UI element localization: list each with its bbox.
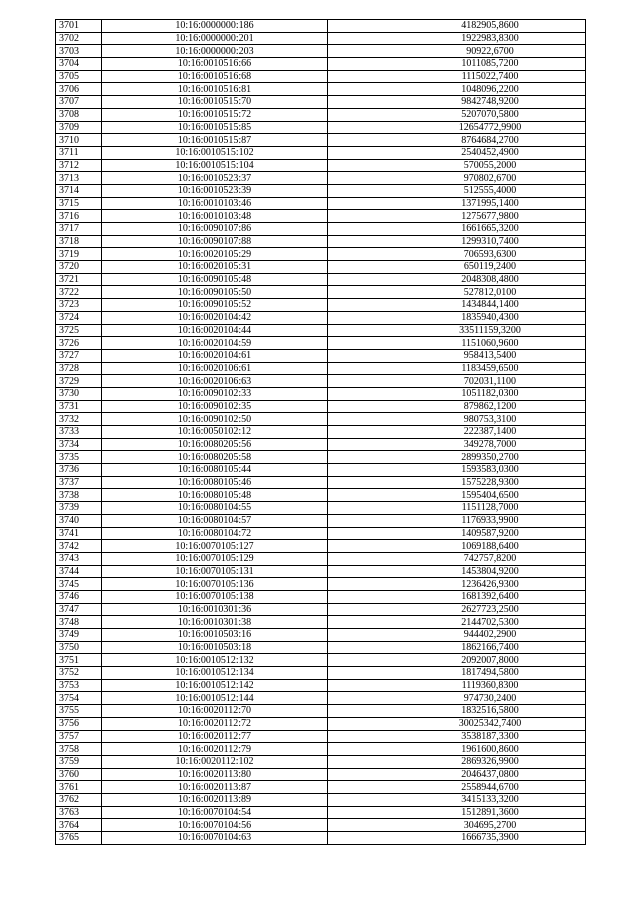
- cadastral-number-cell: 10:16:0010516:81: [102, 83, 328, 96]
- row-number-cell: 3731: [56, 400, 102, 413]
- cadastral-number-cell: 10:16:0070105:129: [102, 552, 328, 565]
- table-row: [56, 172, 586, 185]
- value-cell: 1299310,7400: [328, 235, 586, 248]
- value-cell: 1275677,9800: [328, 210, 586, 223]
- value-cell: 974730,2400: [328, 692, 586, 705]
- row-number-cell: 3759: [56, 755, 102, 768]
- cadastral-number-cell: 10:16:0080104:72: [102, 527, 328, 540]
- table-row: [56, 438, 586, 451]
- cadastral-number-cell: 10:16:0010503:16: [102, 629, 328, 642]
- value-cell: 958413,5400: [328, 349, 586, 362]
- value-cell: 90922,6700: [328, 45, 586, 58]
- table-row: [56, 273, 586, 286]
- cadastral-number-cell: 10:16:0090105:48: [102, 273, 328, 286]
- value-cell: 1832516,5800: [328, 705, 586, 718]
- cadastral-number-cell: 10:16:0020106:61: [102, 362, 328, 375]
- row-number-cell: 3750: [56, 641, 102, 654]
- row-number-cell: 3742: [56, 540, 102, 553]
- value-cell: 1119360,8300: [328, 679, 586, 692]
- value-cell: 1409587,9200: [328, 527, 586, 540]
- table-row: [56, 362, 586, 375]
- table-row: [56, 514, 586, 527]
- row-number-cell: 3710: [56, 134, 102, 147]
- row-number-cell: 3749: [56, 629, 102, 642]
- row-number-cell: 3765: [56, 832, 102, 845]
- cadastral-number-cell: 10:16:0020113:89: [102, 793, 328, 806]
- row-number-cell: 3747: [56, 603, 102, 616]
- row-number-cell: 3748: [56, 616, 102, 629]
- cadastral-number-cell: 10:16:0070105:131: [102, 565, 328, 578]
- value-cell: 1593583,0300: [328, 464, 586, 477]
- row-number-cell: 3764: [56, 819, 102, 832]
- table-row: [56, 451, 586, 464]
- value-cell: 1922983,8300: [328, 32, 586, 45]
- cadastral-number-cell: 10:16:0020106:63: [102, 375, 328, 388]
- value-cell: 33511159,3200: [328, 324, 586, 337]
- cadastral-number-cell: 10:16:0080205:58: [102, 451, 328, 464]
- table-row: [56, 819, 586, 832]
- cadastral-number-cell: 10:16:0010301:38: [102, 616, 328, 629]
- table-row: [56, 781, 586, 794]
- row-number-cell: 3720: [56, 261, 102, 274]
- row-number-cell: 3758: [56, 743, 102, 756]
- row-number-cell: 3713: [56, 172, 102, 185]
- row-number-cell: 3725: [56, 324, 102, 337]
- row-number-cell: 3711: [56, 146, 102, 159]
- table-row: [56, 197, 586, 210]
- value-cell: 222387,1400: [328, 426, 586, 439]
- value-cell: 12654772,9900: [328, 121, 586, 134]
- cadastral-number-cell: 10:16:0020104:59: [102, 337, 328, 350]
- table-row: [56, 146, 586, 159]
- cadastral-number-cell: 10:16:0010503:18: [102, 641, 328, 654]
- value-cell: 1151060,9600: [328, 337, 586, 350]
- row-number-cell: 3728: [56, 362, 102, 375]
- table-row: [56, 705, 586, 718]
- value-cell: 5207070,5800: [328, 108, 586, 121]
- table-row: [56, 426, 586, 439]
- row-number-cell: 3716: [56, 210, 102, 223]
- cadastral-number-cell: 10:16:0070105:138: [102, 590, 328, 603]
- value-cell: 2558944,6700: [328, 781, 586, 794]
- value-cell: 1862166,7400: [328, 641, 586, 654]
- row-number-cell: 3734: [56, 438, 102, 451]
- value-cell: 304695,2700: [328, 819, 586, 832]
- row-number-cell: 3726: [56, 337, 102, 350]
- cadastral-number-cell: 10:16:0000000:203: [102, 45, 328, 58]
- cadastral-number-cell: 10:16:0090107:86: [102, 223, 328, 236]
- table-row: [56, 667, 586, 680]
- cadastral-number-cell: 10:16:0010515:70: [102, 96, 328, 109]
- value-cell: 1595404,6500: [328, 489, 586, 502]
- row-number-cell: 3703: [56, 45, 102, 58]
- cadastral-number-cell: 10:16:0090105:50: [102, 286, 328, 299]
- value-cell: 4182905,8600: [328, 20, 586, 33]
- value-cell: 2869326,9900: [328, 755, 586, 768]
- cadastral-number-cell: 10:16:0020112:79: [102, 743, 328, 756]
- table-row: [56, 235, 586, 248]
- cadastral-number-cell: 10:16:0020112:102: [102, 755, 328, 768]
- value-cell: 1961600,8600: [328, 743, 586, 756]
- row-number-cell: 3741: [56, 527, 102, 540]
- row-number-cell: 3701: [56, 20, 102, 33]
- cadastral-number-cell: 10:16:0090107:88: [102, 235, 328, 248]
- row-number-cell: 3754: [56, 692, 102, 705]
- value-cell: 1575228,9300: [328, 476, 586, 489]
- value-cell: 2899350,2700: [328, 451, 586, 464]
- cadastral-number-cell: 10:16:0020113:80: [102, 768, 328, 781]
- table-row: [56, 32, 586, 45]
- cadastral-number-cell: 10:16:0000000:186: [102, 20, 328, 33]
- cadastral-number-cell: 10:16:0090102:50: [102, 413, 328, 426]
- value-cell: 527812,0100: [328, 286, 586, 299]
- table-row: [56, 286, 586, 299]
- value-cell: 1236426,9300: [328, 578, 586, 591]
- table-row: [56, 768, 586, 781]
- value-cell: 1011085,7200: [328, 58, 586, 71]
- table-row: [56, 311, 586, 324]
- value-cell: 2092007,8000: [328, 654, 586, 667]
- table-row: [56, 223, 586, 236]
- table-row: [56, 337, 586, 350]
- value-cell: 1371995,1400: [328, 197, 586, 210]
- row-number-cell: 3717: [56, 223, 102, 236]
- cadastral-number-cell: 10:16:0010103:46: [102, 197, 328, 210]
- value-cell: 570055,2000: [328, 159, 586, 172]
- row-number-cell: 3738: [56, 489, 102, 502]
- row-number-cell: 3763: [56, 806, 102, 819]
- value-cell: 944402,2900: [328, 629, 586, 642]
- value-cell: 1151128,7000: [328, 502, 586, 515]
- table-row: [56, 489, 586, 502]
- row-number-cell: 3743: [56, 552, 102, 565]
- row-number-cell: 3702: [56, 32, 102, 45]
- value-cell: 1434844,1400: [328, 299, 586, 312]
- cadastral-number-cell: 10:16:0010512:132: [102, 654, 328, 667]
- cadastral-number-cell: 10:16:0090102:33: [102, 387, 328, 400]
- value-cell: 1681392,6400: [328, 590, 586, 603]
- table-row: [56, 603, 586, 616]
- cadastral-number-cell: 10:16:0080104:57: [102, 514, 328, 527]
- row-number-cell: 3730: [56, 387, 102, 400]
- row-number-cell: 3762: [56, 793, 102, 806]
- table-row: [56, 184, 586, 197]
- row-number-cell: 3737: [56, 476, 102, 489]
- cadastral-number-cell: 10:16:0080205:56: [102, 438, 328, 451]
- table-body: [56, 20, 586, 845]
- table-row: [56, 387, 586, 400]
- table-row: [56, 20, 586, 33]
- row-number-cell: 3735: [56, 451, 102, 464]
- cadastral-number-cell: 10:16:0070104:63: [102, 832, 328, 845]
- cadastral-number-cell: 10:16:0010516:66: [102, 58, 328, 71]
- table-row: [56, 692, 586, 705]
- value-cell: 1183459,6500: [328, 362, 586, 375]
- row-number-cell: 3706: [56, 83, 102, 96]
- table-row: [56, 248, 586, 261]
- cadastral-number-cell: 10:16:0090102:35: [102, 400, 328, 413]
- cadastral-number-cell: 10:16:0010515:104: [102, 159, 328, 172]
- value-cell: 879862,1200: [328, 400, 586, 413]
- cadastral-number-cell: 10:16:0010523:39: [102, 184, 328, 197]
- table-row: [56, 730, 586, 743]
- table-row: [56, 464, 586, 477]
- table-row: [56, 413, 586, 426]
- row-number-cell: 3755: [56, 705, 102, 718]
- row-number-cell: 3712: [56, 159, 102, 172]
- table-row: [56, 527, 586, 540]
- value-cell: 1176933,9900: [328, 514, 586, 527]
- value-cell: 2144702,5300: [328, 616, 586, 629]
- value-cell: 970802,6700: [328, 172, 586, 185]
- value-cell: 980753,3100: [328, 413, 586, 426]
- value-cell: 349278,7000: [328, 438, 586, 451]
- row-number-cell: 3708: [56, 108, 102, 121]
- table-row: [56, 210, 586, 223]
- value-cell: 1115022,7400: [328, 70, 586, 83]
- cadastral-number-cell: 10:16:0000000:201: [102, 32, 328, 45]
- value-cell: 742757,8200: [328, 552, 586, 565]
- table-row: [56, 578, 586, 591]
- value-cell: 1835940,4300: [328, 311, 586, 324]
- value-cell: 1453804,9200: [328, 565, 586, 578]
- row-number-cell: 3705: [56, 70, 102, 83]
- cadastral-number-cell: 10:16:0070104:56: [102, 819, 328, 832]
- cadastral-number-cell: 10:16:0070105:127: [102, 540, 328, 553]
- table-row: [56, 159, 586, 172]
- table-row: [56, 629, 586, 642]
- cadastral-number-cell: 10:16:0080105:48: [102, 489, 328, 502]
- table-row: [56, 755, 586, 768]
- value-cell: 1666735,3900: [328, 832, 586, 845]
- value-cell: 650119,2400: [328, 261, 586, 274]
- value-cell: 1817494,5800: [328, 667, 586, 680]
- table-row: [56, 400, 586, 413]
- table-row: [56, 641, 586, 654]
- cadastral-number-cell: 10:16:0020105:29: [102, 248, 328, 261]
- cadastral-table: [55, 19, 586, 845]
- cadastral-number-cell: 10:16:0010512:142: [102, 679, 328, 692]
- cadastral-number-cell: 10:16:0010515:72: [102, 108, 328, 121]
- value-cell: 1661665,3200: [328, 223, 586, 236]
- table-row: [56, 121, 586, 134]
- value-cell: 702031,1100: [328, 375, 586, 388]
- row-number-cell: 3757: [56, 730, 102, 743]
- value-cell: 8764684,2700: [328, 134, 586, 147]
- cadastral-number-cell: 10:16:0020112:77: [102, 730, 328, 743]
- cadastral-number-cell: 10:16:0020105:31: [102, 261, 328, 274]
- value-cell: 2627723,2500: [328, 603, 586, 616]
- table-row: [56, 70, 586, 83]
- cadastral-number-cell: 10:16:0020104:44: [102, 324, 328, 337]
- table-row: [56, 540, 586, 553]
- row-number-cell: 3732: [56, 413, 102, 426]
- cadastral-number-cell: 10:16:0010515:85: [102, 121, 328, 134]
- table-row: [56, 832, 586, 845]
- row-number-cell: 3739: [56, 502, 102, 515]
- cadastral-number-cell: 10:16:0020113:87: [102, 781, 328, 794]
- table-row: [56, 616, 586, 629]
- value-cell: 1069188,6400: [328, 540, 586, 553]
- table-row: [56, 108, 586, 121]
- value-cell: 30025342,7400: [328, 717, 586, 730]
- cadastral-number-cell: 10:16:0070104:54: [102, 806, 328, 819]
- value-cell: 512555,4000: [328, 184, 586, 197]
- cadastral-number-cell: 10:16:0010512:134: [102, 667, 328, 680]
- value-cell: 706593,6300: [328, 248, 586, 261]
- table-row: [56, 58, 586, 71]
- table-row: [56, 375, 586, 388]
- cadastral-number-cell: 10:16:0010515:87: [102, 134, 328, 147]
- table-row: [56, 96, 586, 109]
- table-row: [56, 324, 586, 337]
- table-row: [56, 793, 586, 806]
- cadastral-number-cell: 10:16:0080104:55: [102, 502, 328, 515]
- value-cell: 1048096,2200: [328, 83, 586, 96]
- cadastral-number-cell: 10:16:0050102:12: [102, 426, 328, 439]
- cadastral-number-cell: 10:16:0070105:136: [102, 578, 328, 591]
- row-number-cell: 3719: [56, 248, 102, 261]
- cadastral-number-cell: 10:16:0010516:68: [102, 70, 328, 83]
- cadastral-number-cell: 10:16:0010301:36: [102, 603, 328, 616]
- table-row: [56, 552, 586, 565]
- row-number-cell: 3714: [56, 184, 102, 197]
- cadastral-number-cell: 10:16:0090105:52: [102, 299, 328, 312]
- value-cell: 2540452,4900: [328, 146, 586, 159]
- row-number-cell: 3752: [56, 667, 102, 680]
- table-row: [56, 83, 586, 96]
- row-number-cell: 3722: [56, 286, 102, 299]
- table-row: [56, 349, 586, 362]
- table-row: [56, 476, 586, 489]
- cadastral-number-cell: 10:16:0020104:42: [102, 311, 328, 324]
- value-cell: 3538187,3300: [328, 730, 586, 743]
- cadastral-number-cell: 10:16:0080105:46: [102, 476, 328, 489]
- table-row: [56, 261, 586, 274]
- cadastral-number-cell: 10:16:0010103:48: [102, 210, 328, 223]
- row-number-cell: 3751: [56, 654, 102, 667]
- row-number-cell: 3729: [56, 375, 102, 388]
- row-number-cell: 3756: [56, 717, 102, 730]
- table-row: [56, 299, 586, 312]
- value-cell: 3415133,3200: [328, 793, 586, 806]
- value-cell: 9842748,9200: [328, 96, 586, 109]
- cadastral-number-cell: 10:16:0010515:102: [102, 146, 328, 159]
- value-cell: 1512891,3600: [328, 806, 586, 819]
- cadastral-number-cell: 10:16:0010523:37: [102, 172, 328, 185]
- row-number-cell: 3723: [56, 299, 102, 312]
- row-number-cell: 3745: [56, 578, 102, 591]
- row-number-cell: 3746: [56, 590, 102, 603]
- table-row: [56, 502, 586, 515]
- row-number-cell: 3740: [56, 514, 102, 527]
- row-number-cell: 3733: [56, 426, 102, 439]
- row-number-cell: 3753: [56, 679, 102, 692]
- table-row: [56, 45, 586, 58]
- row-number-cell: 3709: [56, 121, 102, 134]
- cadastral-number-cell: 10:16:0020104:61: [102, 349, 328, 362]
- table-row: [56, 654, 586, 667]
- table-row: [56, 717, 586, 730]
- row-number-cell: 3707: [56, 96, 102, 109]
- row-number-cell: 3715: [56, 197, 102, 210]
- value-cell: 1051182,0300: [328, 387, 586, 400]
- row-number-cell: 3727: [56, 349, 102, 362]
- table-row: [56, 134, 586, 147]
- cadastral-number-cell: 10:16:0020112:70: [102, 705, 328, 718]
- value-cell: 2046437,0800: [328, 768, 586, 781]
- cadastral-number-cell: 10:16:0010512:144: [102, 692, 328, 705]
- row-number-cell: 3721: [56, 273, 102, 286]
- table-row: [56, 743, 586, 756]
- row-number-cell: 3704: [56, 58, 102, 71]
- row-number-cell: 3718: [56, 235, 102, 248]
- row-number-cell: 3744: [56, 565, 102, 578]
- row-number-cell: 3736: [56, 464, 102, 477]
- cadastral-number-cell: 10:16:0080105:44: [102, 464, 328, 477]
- table-row: [56, 565, 586, 578]
- row-number-cell: 3761: [56, 781, 102, 794]
- value-cell: 2048308,4800: [328, 273, 586, 286]
- row-number-cell: 3724: [56, 311, 102, 324]
- table-row: [56, 590, 586, 603]
- table-row: [56, 806, 586, 819]
- cadastral-number-cell: 10:16:0020112:72: [102, 717, 328, 730]
- table-row: [56, 679, 586, 692]
- row-number-cell: 3760: [56, 768, 102, 781]
